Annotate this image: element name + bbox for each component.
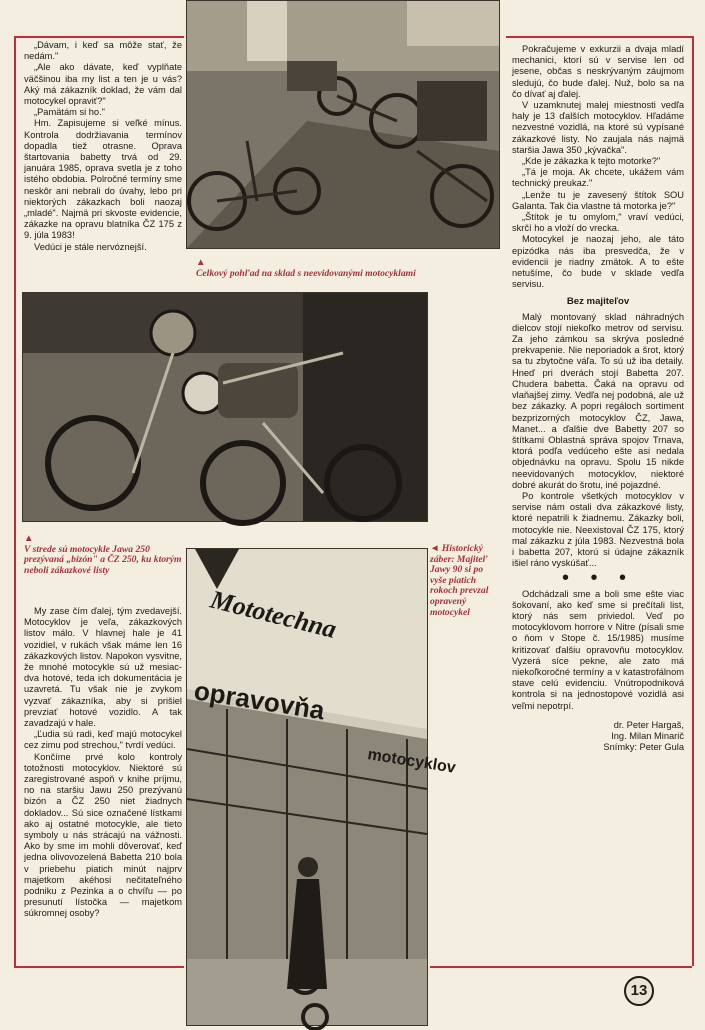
caption-arrow-icon: ▲ (24, 533, 34, 544)
caption-text: V strede sú motocykle Jawa 250 prezývaná „bizón" a ČZ 250, ku ktorým neboli zákazkové listy (24, 543, 182, 576)
repair-shop-photo (186, 548, 457, 1026)
paragraph: Malý montovaný sklad náhradných dielcov stojí niekoľko metrov od servisu. Za jeho zámkou sa skrýva posledné prekvapenie. Nie neporiadok a šrot, ktorý sa tu zbytočne váľa. To sú už iba detaily. Hneď pri dverách stojí Babetta 207. Chudera babetta. Čaká na opravu od vlaňajšej zimy. Vedľa nej podobná, ale už bez zákazky. A popri regáloch sortiment bezprizorných motocyklov ČZ, Jawa, Manet... a ďalšie dve Babetty 207 so štítkami Oblastná správa spojov Trnava, ktorá podľa vedúceho ešte asi nedala objednávku na opravu. Spolu 15 nikde neevidovaných motocyklov, niektoré dobré akurát do šrotu, iné pojazdné. (512, 311, 684, 490)
warehouse-photo-graphic (187, 1, 499, 248)
caption-text: Historický záber: Majiteľ Jawy 90 si po vyše piatich rokoch prevzal opravený motocykel (430, 543, 489, 618)
paragraph: Končíme prvé kolo kontroly totožnosti motocyklov. Niektoré sú zaregistrované aspoň v knihe príjmu, no na staršiu Jawu 250 prezývanú bizón a ČZ 250 niet žiadnych dokladov... Sú sice označené lístkami ako aj ostatné motocykle, ale tieto symboly u nás strácajú na vážnosti. Ako by sme im mohli dôverovať, keď jedna olivovozelená Babetta 210 bola v priebehu piatich minút najprv majetkom akéhosi nečitateľného podniku z Pezinka a o chvíľu — po presunutí lístočka — majetkom súkromnej osoby? (24, 751, 182, 919)
caption-arrow-icon: ▲ (196, 257, 206, 268)
subheading: Bez majiteľov (566, 296, 630, 308)
rule-left-bottom (14, 966, 184, 968)
paragraph: „Ľudia sú radi, keď majú motocykel cez zimu pod strechou," tvrdí vedúci. (24, 729, 182, 751)
rule-right-top (506, 36, 692, 38)
paragraph: My zase čím ďalej, tým zvedavejší. Motocyklov je veľa, zákazkových listov málo. V hlavnej hale je 41 vozidiel, v rukách však máme len 16 zákazkových listov. Napokon vysvitne, že mnohé motocykle sú už mesiac-dva hotové, teda ich dokumentácia je uzavretá. Tu však nie je zvykom vyzvať zákazníka, aby si prišiel prevziať hotové vozidlo. A tak zavadzajú v hale. (24, 606, 182, 729)
section-divider: • • • (561, 567, 635, 590)
paragraph: Vedúci je stále nervóznejší. (34, 241, 147, 252)
signature-line: dr. Peter Hargaš, (613, 719, 684, 730)
signature-line: Ing. Milan Minarič (611, 730, 684, 741)
middle-photo-caption (24, 534, 184, 576)
left-column-top (24, 40, 182, 253)
left-column-bottom (24, 606, 182, 920)
page-number: 13 (624, 976, 654, 1006)
warehouse-photo (186, 0, 500, 249)
rule-left-vertical (14, 36, 16, 966)
caption-arrow-icon: ◄ (430, 543, 440, 554)
paragraph: „Lenže tu je zavesený štítok SOU Galanta. Tak čia vlastne tá motorka je?" (512, 189, 684, 211)
right-column (512, 44, 684, 753)
rule-right-vertical (692, 36, 694, 966)
paragraph: „Štítok je tu omylom," vraví vedúci, skrčí ho a vloží do vrecka. (512, 212, 684, 234)
paragraph: V uzamknutej malej miestnosti vedľa haly je 13 ďalších motocyklov. Hľadáme nezvestné vozidlá, na ktoré sú vypísané zákazkové listy. No zaujala nás najmä staršia Jawa 350 „kývačka". (512, 100, 684, 155)
paragraph: Odchádzali sme a boli sme ešte viac šokovaní, ako keď sme si prečítali list, ktorý nás sem priviedol. Veď po motocyklovom horrore v Nitre (písali sme o ňom v Stope č. 15/1985) musíme kritizovať ďalšiu opravovňu motocyklov. Vyzerá síce pekne, ale zato má niekoľkoročné termíny a v katastrofálnom stave celú evidenciu. Vnútropodniková kontrola si na jednostopové vozidlá asi veľmi nepotrpí. (512, 588, 684, 711)
sign-opravovna: opravovňa (192, 675, 327, 726)
sign-motocyklov: motocyklov (366, 746, 457, 777)
motorcycles-photo (22, 292, 428, 522)
paragraph: „Kde je zákazka k tejto motorke?" (522, 156, 661, 167)
paragraph: Po kontrole všetkých motocyklov v servise nám ostali dva zákazkové listy, ktoré nepatrili k žiadnemu. Zákazky boli, motocykle nie. Neexistoval ČZ 175, ktorý mal zákazku z júla 1983. Nezvestná bola i babetta 207, ktorú si údajne zákazník išiel ráno vyskúšať... (512, 490, 684, 569)
motorcycles-photo-graphic (23, 293, 427, 521)
paragraph: Pokračujeme v exkurzii a dvaja mladí mechanici, ktorí sú v servise len od jesene, občas s neskrývaným záujmom sledujú, čo bude ďalej. Nuž, bolo sa na čo dívať aj ďalej. (512, 44, 684, 99)
repair-shop-photo-graphic (187, 549, 457, 1025)
paragraph: „Dávam, i keď sa môže stať, že nedám." (24, 40, 182, 62)
photo-credit: Snímky: Peter Gula (603, 742, 684, 753)
caption-text: Celkový pohľad na sklad s neevidovanými motocyklami (196, 267, 416, 279)
sign-mototechna: Mototechna (207, 584, 340, 644)
paragraph: „Tá je moja. Ak chcete, ukážem vám technický preukaz." (512, 167, 684, 189)
paragraph: „Ale ako dávate, keď vyplňate väčšinou iba my list a ten je u vás? Aký má zákazník doklad, že vám dal motocykel opraviť?" (24, 62, 182, 107)
top-photo-caption (196, 258, 496, 279)
rule-left-top (14, 36, 184, 38)
paragraph: Hm. Zapisujeme si veľké mínus. Kontrola dodržiavania termínov dopadla tiež otrasne. Oprava štartovania babetty trvá od 29. januára 1985, oprava svetla je z toho istého obdobia. Polročné termíny sme neskôr ani nebrali do úvahy, lebo pri niektorých zákazkach boli naozaj „mladé". Najmä pri skvoste evidencie, zákazke na opravu blatníka ČZ 175 z 9. júla 1983! (24, 118, 182, 241)
historic-photo-caption (430, 544, 492, 618)
paragraph: Motocykel je naozaj jeho, ale táto epizódka nás iba presvedča, že v evidencii je riadny zmätok. A to ešte netušíme, čo bude v sklade vedľa servisu. (512, 234, 684, 290)
paragraph: „Pamätám si ho." (34, 107, 105, 118)
rule-right-bottom (430, 966, 692, 968)
